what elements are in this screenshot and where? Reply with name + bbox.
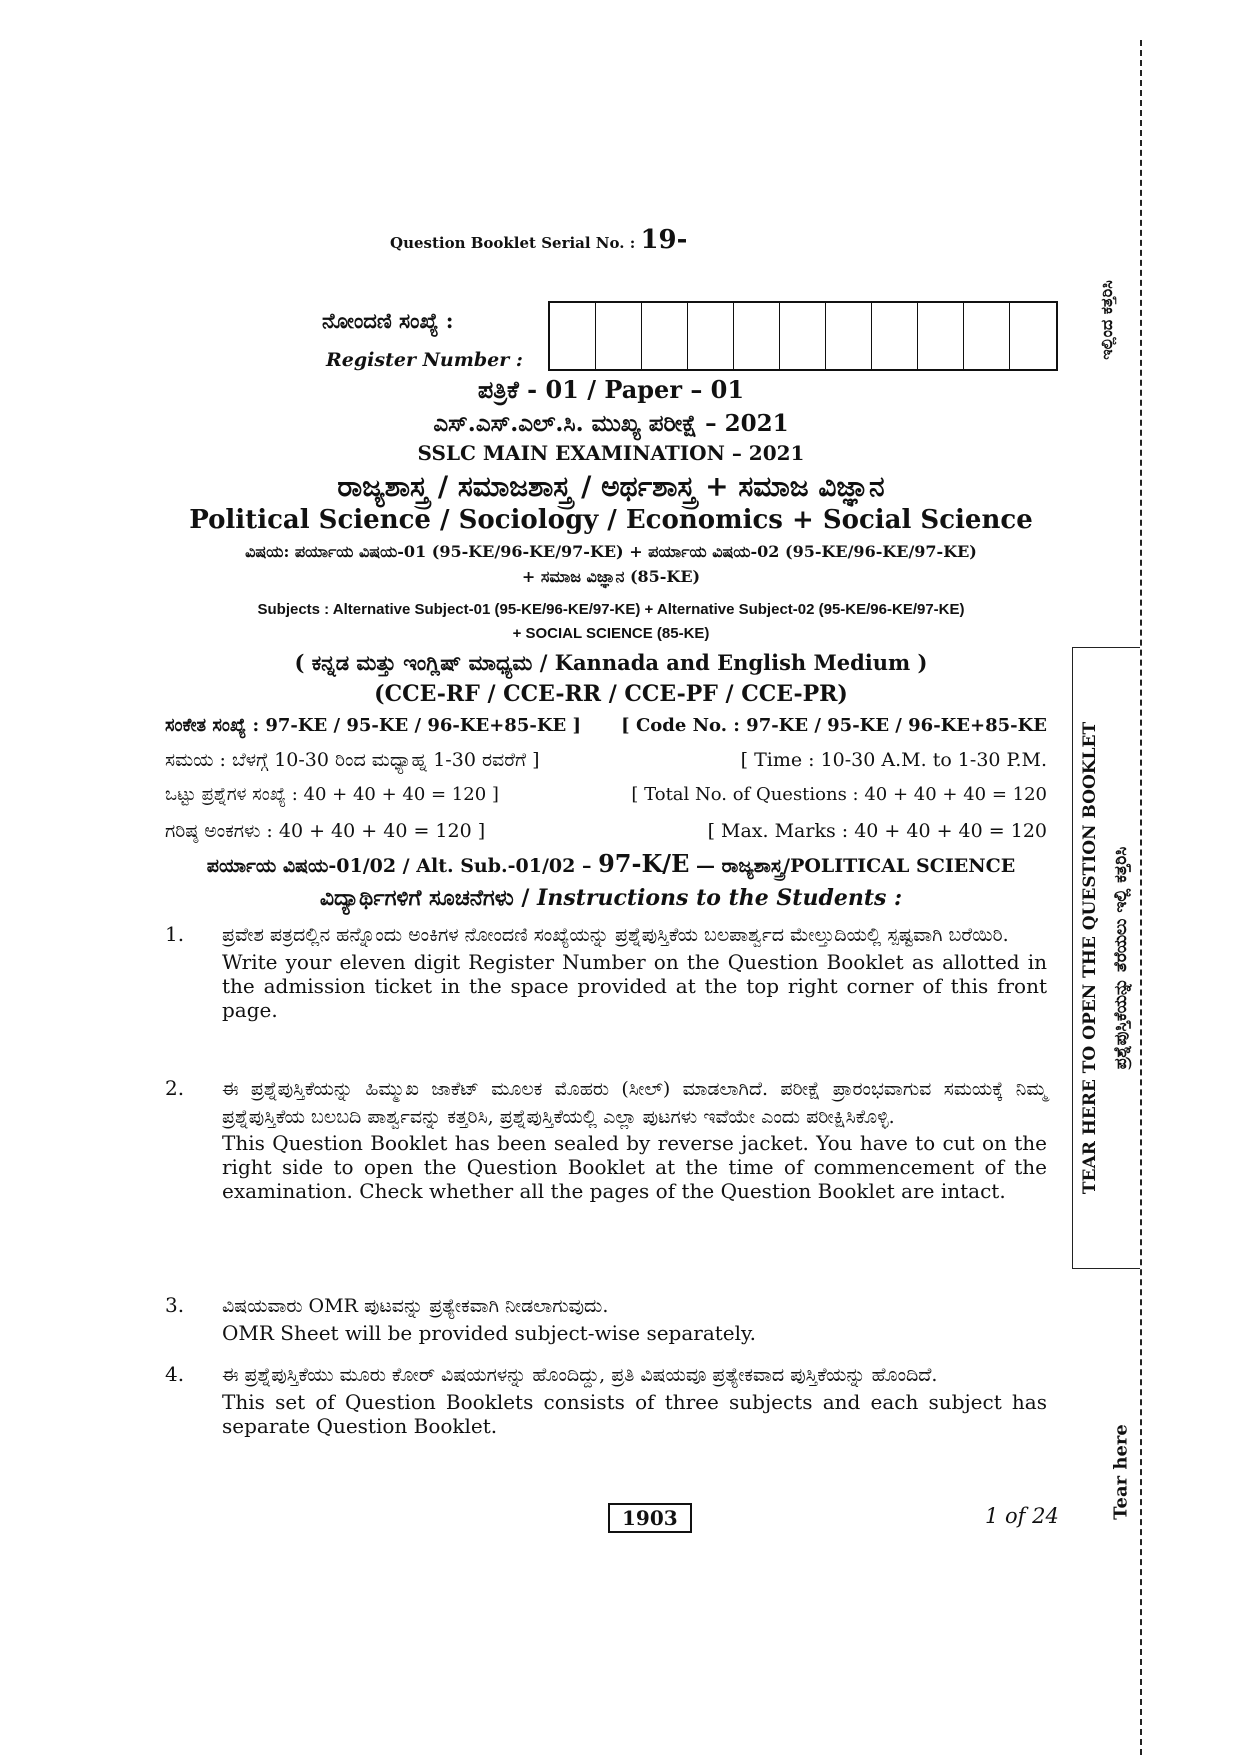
- register-digit-box[interactable]: [826, 303, 872, 369]
- instruction-number: 1.: [165, 922, 185, 946]
- register-digit-box[interactable]: [596, 303, 642, 369]
- instruction-item: [165, 1293, 1047, 1345]
- alt-subject-line: [150, 849, 1072, 878]
- questions-row: [165, 784, 1047, 805]
- instruction-item: [165, 1076, 1047, 1203]
- subject-title-kannada: ರಾಜ್ಯಶಾಸ್ತ್ರ / ಸಮಾಜಶಾಸ್ತ್ರ / ಅರ್ಥಶಾಸ್ತ್ರ + ಸಮಾಜ ವಿಜ್ಞಾನ: [337, 470, 885, 503]
- instruction-english: This set of Question Booklets consists of three subjects and each subject has separate Question Booklet.: [222, 1389, 1047, 1438]
- tear-instruction-kannada: ಪ್ರಶ್ನೆಪುಸ್ತಿಕೆಯನ್ನು ತೆರೆಯಲು ಇಲ್ಲಿ ಕತ್ತರಿಸಿ: [1111, 846, 1131, 1070]
- instruction-item: [165, 1362, 1047, 1438]
- register-digit-box[interactable]: [642, 303, 688, 369]
- register-digit-box[interactable]: [964, 303, 1010, 369]
- medium-line: ( ಕನ್ನಡ ಮತ್ತು ಇಂಗ್ಲಿಷ್ ಮಾಧ್ಯಮ / Kannada and English Medium ): [294, 650, 928, 675]
- marks-row: [165, 820, 1047, 842]
- instruction-number: 4.: [165, 1362, 185, 1386]
- code-english: [ Code No. : 97-KE / 95-KE / 96-KE+85-KE: [621, 715, 1047, 736]
- register-digit-box[interactable]: [1010, 303, 1056, 369]
- tear-instruction-english: TEAR HERE TO OPEN THE QUESTION BOOKLET: [1080, 721, 1100, 1195]
- instruction-english: Write your eleven digit Register Number on the Question Booklet as allotted in the admission ticket in the space provided at the top right corner of this front page.: [222, 949, 1047, 1022]
- register-label-kannada: ನೋಂದಣಿ ಸಂಖ್ಯೆ :: [322, 308, 454, 333]
- marks-kannada: ಗರಿಷ್ಠ ಅಂಕಗಳು : 40 + 40 + 40 = 120 ]: [165, 820, 486, 842]
- time-kannada: ಸಮಯ : ಬೆಳಗ್ಗೆ 10-30 ರಿಂದ ಮಧ್ಯಾಹ್ನ 1-30 ರವರೆಗೆ ]: [165, 749, 540, 771]
- exam-title-english: SSLC MAIN EXAMINATION – 2021: [417, 441, 805, 465]
- instruction-item: [165, 922, 1047, 1022]
- register-label-english: Register Number :: [326, 349, 523, 371]
- instruction-kannada: ವಿಷಯವಾರು OMR ಪುಟವನ್ನು ಪ್ರತ್ಯೇಕವಾಗಿ ನೀಡಲಾಗುವುದು.: [222, 1295, 609, 1317]
- register-digit-box[interactable]: [918, 303, 964, 369]
- alt-subject-code: 97-K/E: [598, 849, 690, 878]
- code-kannada: ಸಂಕೇತ ಸಂಖ್ಯೆ : 97-KE / 95-KE / 96-KE+85-KE ]: [165, 715, 581, 736]
- instruction-kannada: ಪ್ರವೇಶ ಪತ್ರದಲ್ಲಿನ ಹನ್ನೊಂದು ಅಂಕಿಗಳ ನೋಂದಣಿ ಸಂಖ್ಯೆಯನ್ನು ಪ್ರಶ್ನೆಪುಸ್ತಿಕೆಯ ಬಲಪಾರ್ಶ್ವದ ಮೇಲ್ತುದಿಯಲ್ಲಿ ಸ್ಪಷ್ಟವಾಗಿ ಬರೆಯಿರಿ.: [222, 924, 1009, 946]
- subjects-english-line-2: + SOCIAL SCIENCE (85-KE): [512, 625, 710, 642]
- time-english: [ Time : 10-30 A.M. to 1-30 P.M.: [740, 749, 1047, 771]
- subject-title-english: Political Science / Sociology / Economics + Social Science: [189, 505, 1033, 535]
- register-digit-box[interactable]: [550, 303, 596, 369]
- register-digit-box[interactable]: [688, 303, 734, 369]
- serial-number: [390, 225, 687, 255]
- instructions-heading-kannada: ವಿದ್ಯಾರ್ಥಿಗಳಿಗೆ ಸೂಚನೆಗಳು /: [319, 885, 538, 911]
- subjects-english-line-1: Subjects : Alternative Subject-01 (95-KE/96-KE/97-KE) + Alternative Subject-02 (95-KE/96-KE/97-KE): [257, 601, 965, 618]
- exam-title-kannada: ಎಸ್.ಎಸ್.ಎಲ್.ಸಿ. ಮುಖ್ಯ ಪರೀಕ್ಷೆ – 2021: [433, 410, 789, 437]
- instruction-kannada: ಈ ಪ್ರಶ್ನೆಪುಸ್ತಿಕೆಯನ್ನು ಹಿಮ್ಮುಖ ಜಾಕೆಟ್ ಮೂಲಕ ಮೊಹರು (ಸೀಲ್) ಮಾಡಲಾಗಿದೆ. ಪರೀಕ್ಷೆ ಪ್ರಾರಂಭವಾಗುವ ಸಮಯಕ್ಕೆ ನಿಮ್ಮ ಪ್ರಶ್ನೆಪುಸ್ತಿಕೆಯ ಬಲಬದಿ ಪಾರ್ಶ್ವವನ್ನು ಕತ್ತರಿಸಿ, ಪ್ರಶ್ನೆಪುಸ್ತಿಕೆಯಲ್ಲಿ ಎಲ್ಲಾ ಪುಟಗಳು ಇವೆಯೇ ಎಂದು ಪರೀಕ್ಷಿಸಿಕೊಳ್ಳಿ.: [222, 1078, 1047, 1128]
- questions-english: [ Total No. of Questions : 40 + 40 + 40 = 120: [631, 784, 1047, 805]
- serial-label: Question Booklet Serial No. :: [390, 234, 641, 252]
- instruction-number: 3.: [165, 1293, 185, 1317]
- tear-here-label: Tear here: [1110, 1424, 1132, 1520]
- instruction-kannada: ಈ ಪ್ರಶ್ನೆಪುಸ್ತಿಕೆಯು ಮೂರು ಕೋರ್ ವಿಷಯಗಳನ್ನು ಹೊಂದಿದ್ದು, ಪ್ರತಿ ವಿಷಯವೂ ಪ್ರತ್ಯೇಕವಾದ ಪುಸ್ತಿಕೆಯನ್ನು ಹೊಂದಿದೆ.: [222, 1364, 938, 1386]
- subjects-kannada-line-1: ವಿಷಯ: ಪರ್ಯಾಯ ವಿಷಯ-01 (95-KE/96-KE/97-KE) + ಪರ್ಯಾಯ ವಿಷಯ-02 (95-KE/96-KE/97-KE): [245, 542, 977, 561]
- alt-subject-suffix: — ರಾಜ್ಯಶಾಸ್ತ್ರ/POLITICAL SCIENCE: [689, 855, 1016, 877]
- instruction-english: This Question Booklet has been sealed by reverse jacket. You have to cut on the right side to open the Question Booklet at the time of commencement of the examination. Check whether all the pages of the Question Booklet are intact.: [222, 1131, 1047, 1204]
- register-digit-box[interactable]: [734, 303, 780, 369]
- code-row: [165, 715, 1047, 736]
- instructions-heading: [150, 885, 1072, 911]
- time-row: [165, 749, 1047, 771]
- instruction-number: 2.: [165, 1076, 185, 1100]
- booklet-code-box: 1903: [608, 1503, 692, 1533]
- instructions-heading-english: Instructions to the Students :: [537, 885, 903, 911]
- serial-value: 19-: [640, 225, 688, 255]
- register-number-boxes[interactable]: [548, 301, 1058, 371]
- page-number: 1 of 24: [985, 1504, 1059, 1528]
- register-digit-box[interactable]: [872, 303, 918, 369]
- subjects-kannada-line-2: + ಸಮಾಜ ವಿಜ್ಞಾನ (85-KE): [521, 567, 701, 586]
- questions-kannada: ಒಟ್ಟು ಪ್ರಶ್ನೆಗಳ ಸಂಖ್ಯೆ : 40 + 40 + 40 = 120 ]: [165, 784, 499, 805]
- paper-title: ಪತ್ರಿಕೆ - 01 / Paper – 01: [477, 375, 745, 404]
- cce-line: (CCE-RF / CCE-RR / CCE-PF / CCE-PR): [374, 681, 848, 707]
- cut-here-kannada: ಇಲ್ಲಿಂದ ಕತ್ತರಿಸಿ: [1097, 280, 1116, 360]
- register-digit-box[interactable]: [780, 303, 826, 369]
- instruction-english: OMR Sheet will be provided subject-wise separately.: [222, 1320, 757, 1345]
- marks-english: [ Max. Marks : 40 + 40 + 40 = 120: [707, 820, 1047, 842]
- tear-dashed-line[interactable]: [1140, 40, 1142, 1755]
- alt-subject-prefix: ಪರ್ಯಾಯ ವಿಷಯ-01/02 / Alt. Sub.-01/02 –: [206, 855, 599, 877]
